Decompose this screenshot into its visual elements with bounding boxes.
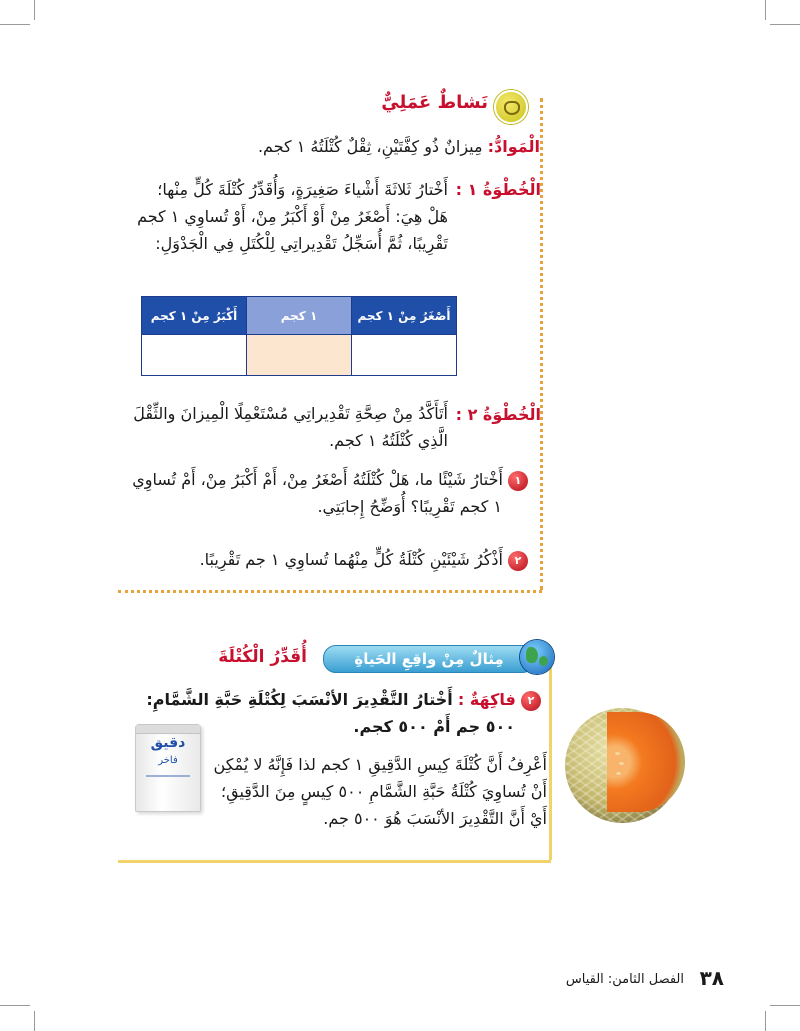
page-number: ٣٨ xyxy=(699,966,724,990)
crop-mark xyxy=(765,0,766,20)
question-number-badge: ١ xyxy=(508,471,528,491)
example-border xyxy=(118,860,551,863)
hands-activity-icon xyxy=(494,90,528,124)
crop-mark xyxy=(770,24,800,25)
activity-title: نَشاطٌ عَمَلِيٌّ xyxy=(381,92,488,113)
example-label: فاكِهَةٌ : xyxy=(457,690,516,709)
cantaloupe-slice-image xyxy=(607,712,685,812)
estimation-table xyxy=(141,296,457,376)
table-row xyxy=(142,335,457,376)
crop-mark xyxy=(770,1005,800,1006)
materials-line xyxy=(258,137,540,156)
step1-line: هَلْ هِيَ: أَصْغَرُ مِنْ أَوْ أَكْبَرُ مِنْ، أَوْ تُساوِي ١ كجم xyxy=(137,207,448,226)
activity-border xyxy=(118,590,542,593)
example-question-text: أَخْتارُ التَّقْدِيرَ الأنْسَبَ لِكُتْلَةِ حَبَّةِ الشَّمَّامِ: xyxy=(146,690,453,709)
step2-line: أَتَأَكَّدُ مِنْ صِحَّةِ تَقْدِيراتِي مُسْتَعْمِلًا الْمِيزانَ والثِّقْلَ xyxy=(133,404,448,423)
materials-label: الْمَوادُّ: xyxy=(487,137,540,156)
flour-bag-sublabel: فاخر xyxy=(158,755,178,766)
question-number-badge: ٢ xyxy=(508,551,528,571)
table-header: أَكْبَرُ مِنْ ١ كجم xyxy=(142,297,247,335)
example-border xyxy=(549,660,552,860)
example-answer xyxy=(187,751,547,832)
step1-text xyxy=(28,176,448,257)
chapter-footer: الفصل الثامن: القياس xyxy=(565,972,684,987)
example-title: أُقَدِّرُ الْكُتْلَةَ xyxy=(218,647,307,667)
activity-border xyxy=(540,98,543,590)
real-life-banner: مِثالٌ مِنْ واقِعِ الحَياةِ xyxy=(323,645,535,673)
table-cell[interactable] xyxy=(352,335,457,376)
flour-bag-image xyxy=(135,724,201,812)
example-number-badge: ٢ xyxy=(521,691,541,711)
materials-text: مِيزانٌ ذُو كِفَّتَيْنِ، ثِقْلٌ كُتْلَتُهُ ١ كجم. xyxy=(257,137,483,156)
table-header: أَصْغَرُ مِنْ ١ كجم xyxy=(352,297,457,335)
question-1 xyxy=(108,466,528,520)
question-line: ١ كجم تَقْرِيبًا؟ أُوَضِّحُ إِجابَتِي. xyxy=(317,497,502,516)
example-options: ٥٠٠ جم أَمْ ٥٠٠ كجم. xyxy=(353,717,515,736)
crop-mark xyxy=(0,1005,30,1006)
table-header: ١ كجم xyxy=(247,297,352,335)
step2-label: الْخُطْوَةُ ٢ : xyxy=(455,405,541,424)
answer-line: أَعْرِفُ أَنَّ كُتْلَةَ كِيسِ الدَّقِيقِ ١ كجم لذا فَإِنَّهُ لا يُمْكِن xyxy=(213,755,547,774)
step2-line: الَّذِي كُتْلَتُهُ ١ كجم. xyxy=(329,431,448,450)
step1-line: أَخْتارُ ثَلاثَةَ أَشْياءَ صَغِيرَةٍ، وَأُقَدِّرُ كُتْلَةَ كُلٍّ مِنْها؛ xyxy=(157,180,448,199)
flour-bag-label: دقيق xyxy=(150,735,186,751)
crop-mark xyxy=(34,0,35,20)
step1-line: تَقْرِيبًا، ثُمَّ أُسَجِّلُ تَقْدِيراتِي لِلْكُتَلِ فِي الْجَدْوَلِ: xyxy=(155,234,448,253)
step2-text xyxy=(28,400,448,454)
crop-mark xyxy=(765,1011,766,1031)
crop-mark xyxy=(34,1011,35,1031)
answer-line: أَنْ تُساوِيَ كُتْلَةُ حَبَّةِ الشَّمَّامِ ٥٠٠ كِيسٍ مِنَ الدَّقِيقِ؛ xyxy=(221,782,547,801)
crop-mark xyxy=(0,24,30,25)
table-header-row xyxy=(142,297,457,335)
question-line: أَذْكُرُ شَيْئَيْنِ كُتْلَةُ كُلٍّ مِنْهُما تُساوِي ١ جم تَقْرِيبًا. xyxy=(199,550,503,569)
question-2 xyxy=(108,546,528,573)
table-cell[interactable] xyxy=(247,335,352,376)
answer-line: أَيْ أَنَّ التَّقْدِيرَ الأنْسَبَ هُوَ ٥٠٠ جم. xyxy=(323,809,547,828)
step1-label: الْخُطْوَةُ ١ : xyxy=(455,180,541,199)
question-line: أَخْتارُ شَيْئًا ما، هَلْ كُتْلَتُهُ أَصْغَرُ مِنْ، أَمْ أَكْبَرُ مِنْ، أَمْ تُساوِي xyxy=(132,470,503,489)
table-cell[interactable] xyxy=(142,335,247,376)
globe-icon xyxy=(520,640,554,674)
